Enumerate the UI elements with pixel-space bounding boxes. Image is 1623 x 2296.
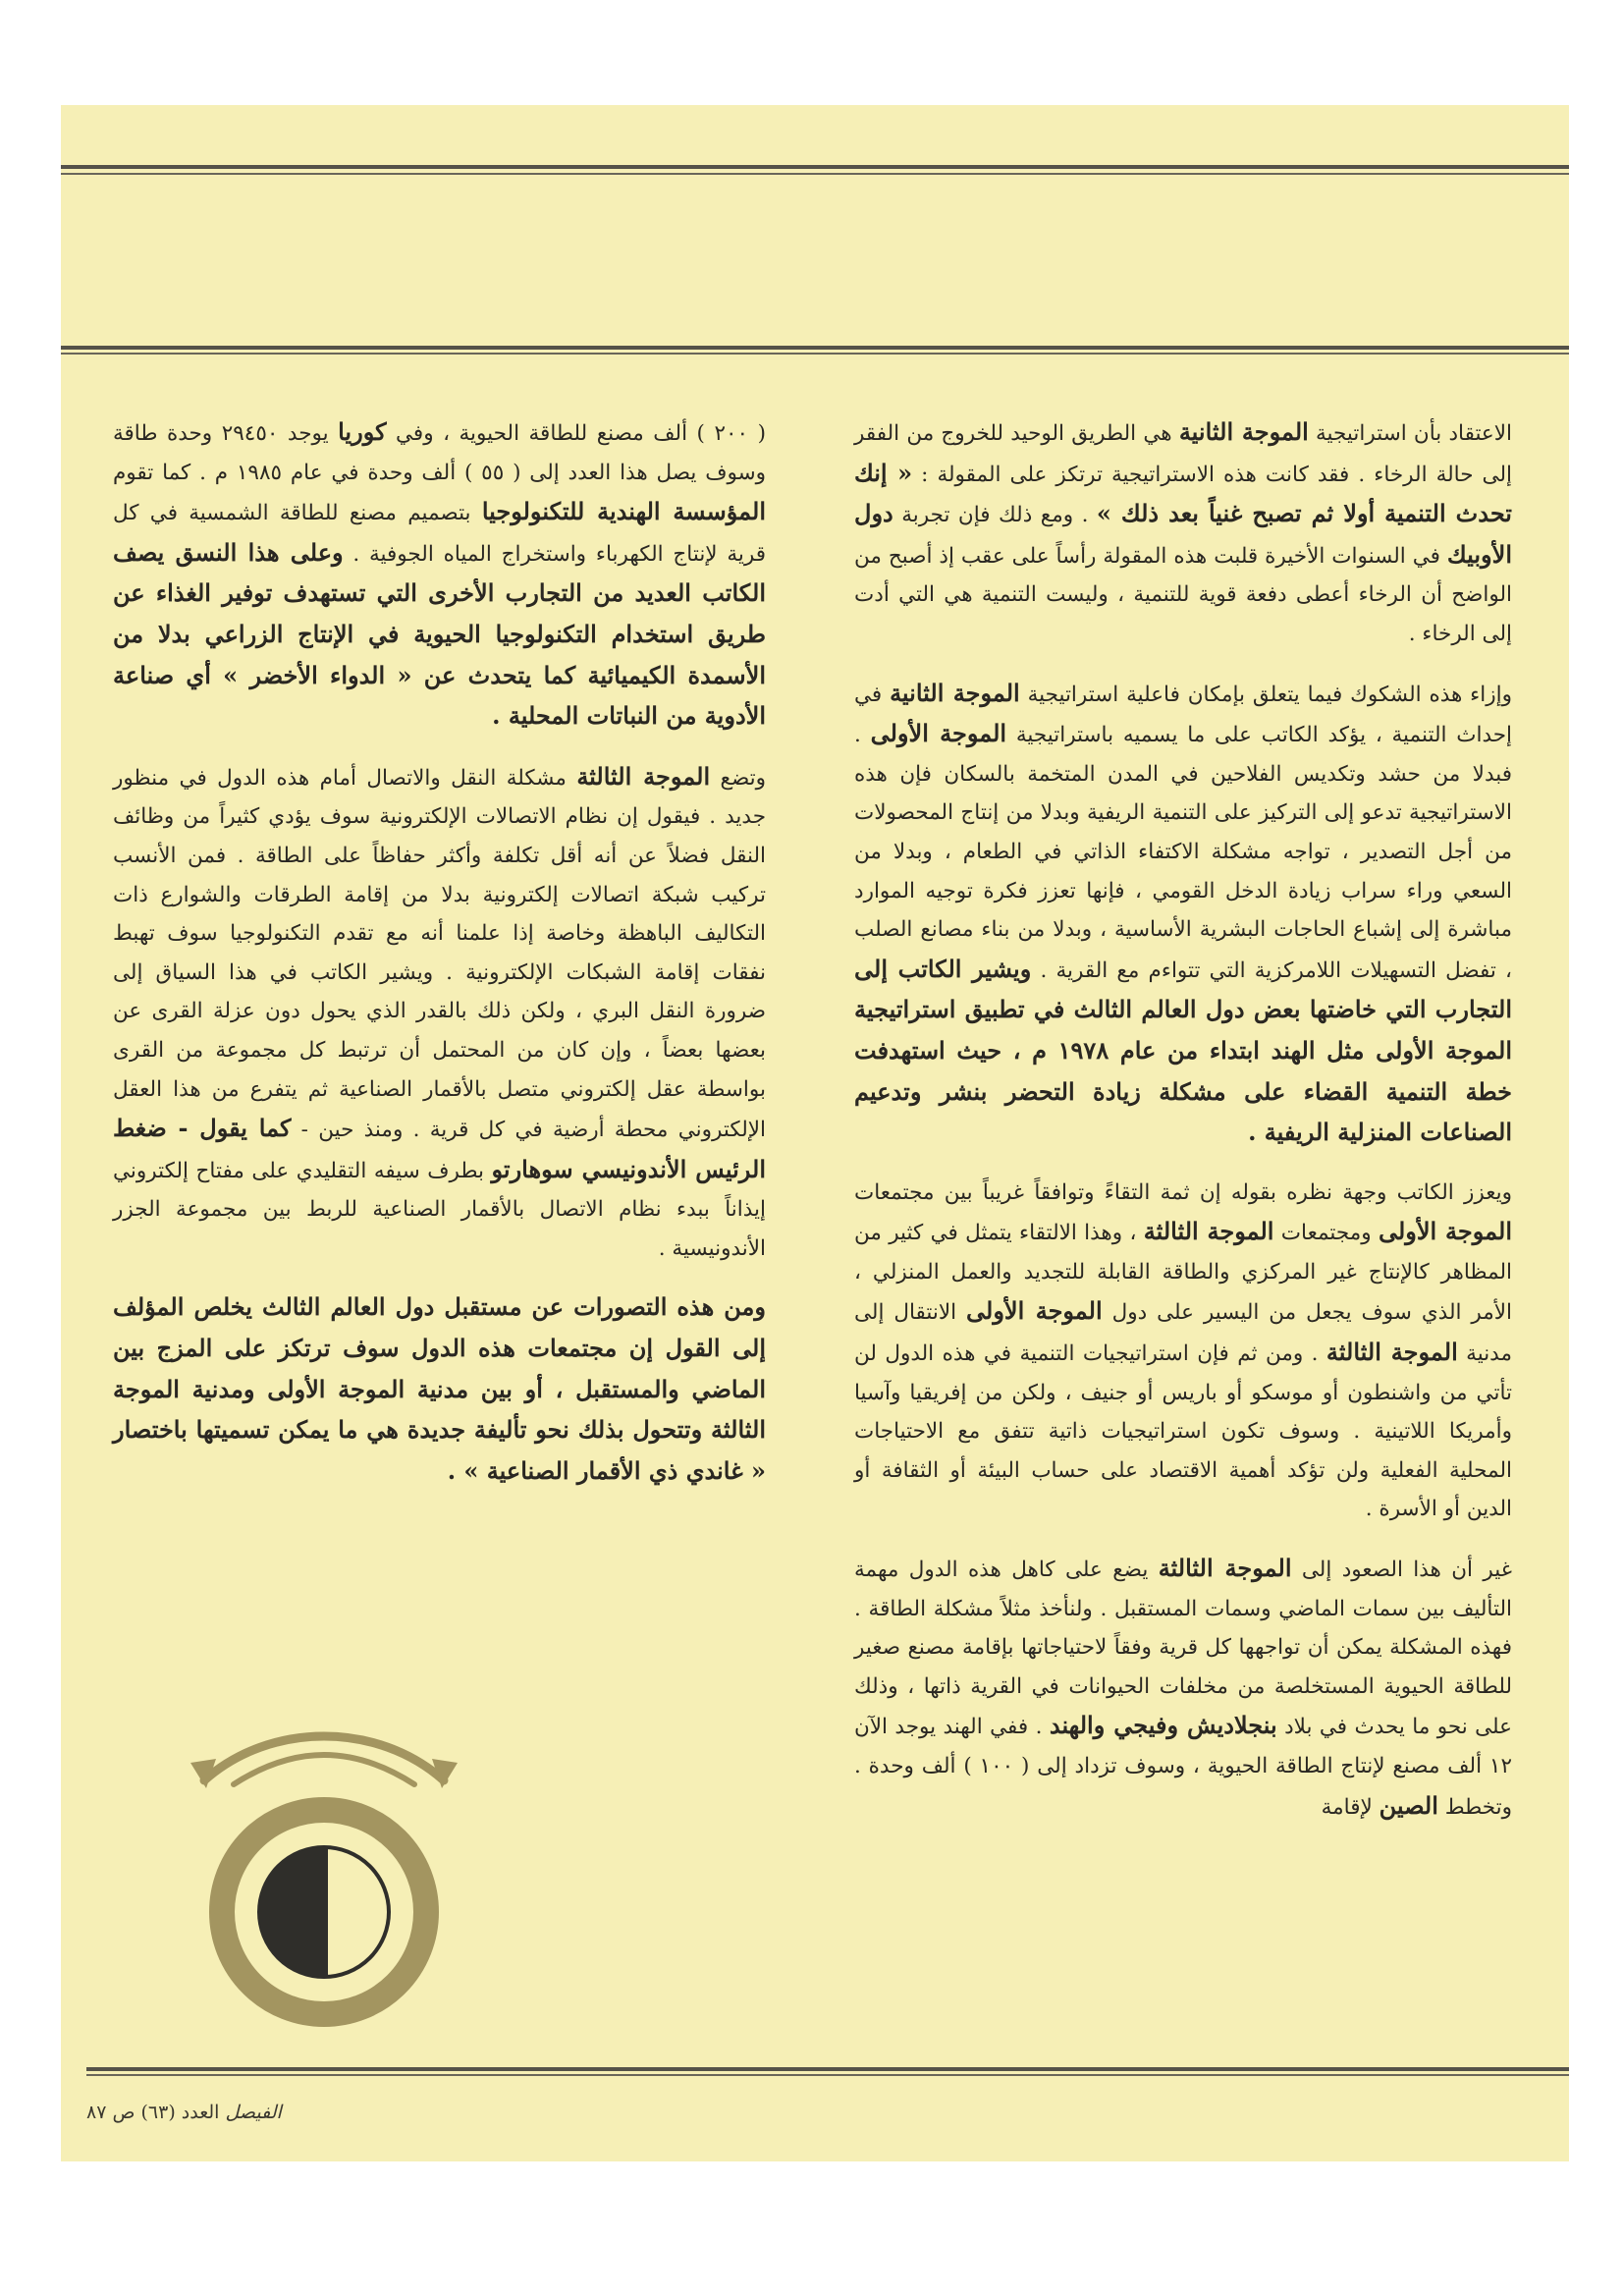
top-rule-thin <box>61 173 1569 175</box>
emphasis-text: الموجة الأولى <box>870 719 1007 748</box>
body-text: في السنوات الأخيرة قلبت هذه المقولة رأساً على عقب إذ أصبح من الواضح أن الرخاء أعطى دفعة قوية للتنمية ، وليست التنمية هي التي أدت إلى الرخاء . <box>854 543 1512 646</box>
body-text: وإزاء هذه الشكوك فيما يتعلق بإمكان فاعلية استراتيجية <box>1019 682 1512 707</box>
body-text: الانتقال إلى مدنية <box>854 1300 1512 1367</box>
emphasis-text: بنجلاديش وفيجي والهند <box>1049 1711 1277 1740</box>
emphasis-text: دول الأوبيك <box>854 499 1512 569</box>
emphasis-text: كوريا <box>338 417 387 446</box>
body-text: يوجد ٢٩٤٥٠ وحدة طاقة وسوف يصل هذا العدد إلى ( ٥٥ ) ألف وحدة في عام ١٩٨٥ م . كما تقوم <box>113 421 766 485</box>
body-text: ( ٢٠٠ ) ألف مصنع للطاقة الحيوية ، وفي <box>386 421 766 446</box>
body-text: مشكلة النقل والاتصال أمام هذه الدول في منظور جديد . فيقول إن نظام الاتصالات الإلكترونية سوف يؤدي كثيراً من وظائف النقل فضلاً عن أنه أقل تكلفة وأكثر حفاظاً على الطاقة . فمن الأنسب تركيب شبكة اتصالات إلكترونية بدلا من إقامة الطرقات والشوارع ذات التكاليف الباهظة وخاصة إذا علمنا أنه مع تقدم التكنولوجيا سوف تهبط نفقات إقامة الشبكات الإلكترونية . ويشير الكاتب في هذا السياق إلى ضرورة النقل البري ، ولكن ذلك بالقدر الذي يحول دون عزلة القرى عن بعضها بعضاً ، وإن كان من المحتمل أن ترتبط كل مجموعة من القرى بواسطة عقل إلكتروني متصل بالأقمار الصناعية ثم يتفرع من هذا العقل الإلكتروني محطة أرضية في كل قرية . ومنذ حين - <box>113 765 766 1143</box>
paragraph <box>113 757 766 1269</box>
emphasis-text: الموجة الأولى <box>1378 1217 1513 1246</box>
emphasis-text: ومن هذه التصورات عن مستقبل دول العالم الثالث يخلص المؤلف إلى القول إن مجتمعات هذه الدول سوف ترتكز على المزج بين الماضي والمستقبل ، أو بين مدنية الموجة الأولى ومدنية الموجة الثالثة وتتحول بذلك نحو تأليفة جديدة هي ما يمكن تسميتها باختصار « غاندي ذي الأقمار الصناعية » . <box>113 1292 766 1485</box>
emphasis-text: وعلى هذا النسق يصف الكاتب العديد من التجارب الأخرى التي تستهدف توفير الغذاء عن طريق استخدام التكنولوجيا الحيوية في الإنتاج الزراعي بدلا من الأسمدة الكيميائية كما يتحدث عن « الدواء الأخضر » أي صناعة الأدوية من النباتات المحلية . <box>113 537 767 731</box>
body-text: لإقامة <box>1321 1794 1380 1820</box>
body-text: الاعتقاد بأن استراتيجية <box>1308 421 1512 446</box>
body-text: وتضع <box>710 765 766 791</box>
paragraph <box>854 412 1512 654</box>
body-text: هي الطريق الوحيد للخروج من الفقر إلى حالة الرخاء . فقد كانت هذه الاستراتيجية ترتكز على المقولة : <box>854 421 1512 487</box>
header-rule-thin <box>61 353 1569 355</box>
body-text: ويعزز الكاتب وجهة نظره بقوله إن ثمة التقاءً وتوافقاً غريباً بين مجتمعات <box>854 1179 1512 1205</box>
emphasis-text: الموجة الثالثة <box>1325 1338 1458 1367</box>
emphasis-text: المؤسسة الهندية للتكنولوجيا <box>481 497 766 526</box>
paragraph <box>113 1287 766 1492</box>
bottom-rule-thick <box>86 2067 1569 2071</box>
emphasis-text: « إنك تحدث التنمية أولا ثم تصبح غنياً بعد ذلك » <box>854 458 1512 528</box>
bottom-rule-thin <box>86 2074 1569 2076</box>
emphasis-text: الموجة الثانية <box>1178 417 1309 446</box>
emphasis-text: كما يقول - ضغط الرئيس الأندونيسي سوهارتو <box>113 1114 767 1183</box>
decorative-emblem <box>177 1723 471 2048</box>
body-text: يضع على كاهل هذه الدول مهمة التأليف بين سمات الماضي وسمات المستقبل . ولنأخذ مثلاً مشكلة الطاقة . فهذه المشكلة يمكن أن تواجهها كل قرية وفقاً لاحتياجاتها بإقامة مصنع صغير للطاقة الحيوية المستخلصة من مخلفات الحيوانات في القرية ذاتها ، وذلك على نحو ما يحدث في بلاد <box>854 1558 1513 1740</box>
body-text: بتصميم مصنع للطاقة الشمسية في كل قرية لإنتاج الكهرباء واستخراج المياه الجوفية . <box>113 501 766 567</box>
emphasis-text: الموجة الثانية <box>890 678 1020 707</box>
emphasis-text: الموجة الثالثة <box>1158 1554 1292 1583</box>
body-text: بطرف سيفه التقليدي على مفتاح إلكتروني إيذاناً ببدء نظام الاتصال بالأقمار الصناعية للربط بين مجموعة الجزر الأندونيسية . <box>113 1158 766 1261</box>
footer-issue-page: العدد (٦٣) ص ٨٧ <box>86 2102 220 2123</box>
emphasis-text: الموجة الثالثة <box>576 761 711 791</box>
page-footer <box>86 2102 282 2123</box>
body-text: . ومن ثم فإن استراتيجيات التنمية في هذه الدول لن تأتي من واشنطون أو موسكو أو باريس أو جنيف ، ولكن من إفريقيا وآسيا وأمريكا اللاتينية . وسوف تكون استراتيجيات ذاتية تتفق مع الاحتياجات المحلية الفعلية ولن تؤكد أهمية الاقتصاد على حساب البيئة أو الثقافة أو الدين أو الأسرة . <box>854 1341 1512 1522</box>
body-text: ، وهذا الالتقاء يتمثل في كثير من المظاهر كالإنتاج غير المركزي والطاقة القابلة للتجديد والعمل المنزلي ، الأمر الذي سوف يجعل من اليسير على دول <box>854 1221 1512 1326</box>
top-rule-thick <box>61 165 1569 169</box>
body-text: . فبدلا من حشد وتكديس الفلاحين في المدن المتخمة بالسكان فإن هذه الاستراتيجية تدعو إلى التركيز على التنمية الريفية وبدلا من إنتاج المحصولات من أجل التصدير ، تواجه مشكلة الاكتفاء الذاتي في الطعام ، وبدلا من السعي وراء سراب زيادة الدخل القومي ، فإنها تعزز فكرة توجيه الموارد مباشرة إلى إشباع الحاجات البشرية الأساسية ، وبدلا من بناء مصانع الصلب ، تفضل التسهيلات اللامركزية التي تتواءم مع القرية . <box>854 723 1512 983</box>
emphasis-text: الموجة الأولى <box>966 1296 1103 1326</box>
footer-masthead: الفيصل <box>225 2102 282 2123</box>
emphasis-text: ويشير الكاتب إلى التجارب التي خاضتها بعض دول العالم الثالث في تطبيق استراتيجية الموجة الأولى مثل الهند ابتداء من عام ١٩٧٨ م ، حيث استهدفت خطة التنمية القضاء على مشكلة زيادة التحضر بنشر وتدعيم الصناعات المنزلية الريفية . <box>854 954 1513 1147</box>
body-text: . ومع ذلك فإن تجربة <box>893 503 1097 528</box>
column-right <box>854 412 1512 1827</box>
paragraph <box>113 412 766 738</box>
header-rule-thick <box>61 346 1569 350</box>
body-text: في إحداث التنمية ، يؤكد الكاتب على ما يسميه باستراتيجية <box>854 682 1512 748</box>
paragraph <box>854 674 1512 1154</box>
emphasis-text: الصين <box>1379 1790 1438 1820</box>
margin-marker <box>1569 759 1577 773</box>
paragraph <box>854 1174 1512 1529</box>
column-left <box>113 412 766 1492</box>
paragraph <box>854 1549 1512 1827</box>
body-text: . ففي الهند يوجد الآن ١٢ ألف مصنع لإنتاج الطاقة الحيوية ، وسوف تزداد إلى ( ١٠٠ ) ألف وحدة . وتخطط <box>854 1715 1512 1820</box>
body-text: ومجتمعات <box>1273 1221 1379 1246</box>
emphasis-text: الموجة الثالثة <box>1143 1217 1274 1246</box>
body-text: غير أن هذا الصعود إلى <box>1291 1558 1512 1583</box>
